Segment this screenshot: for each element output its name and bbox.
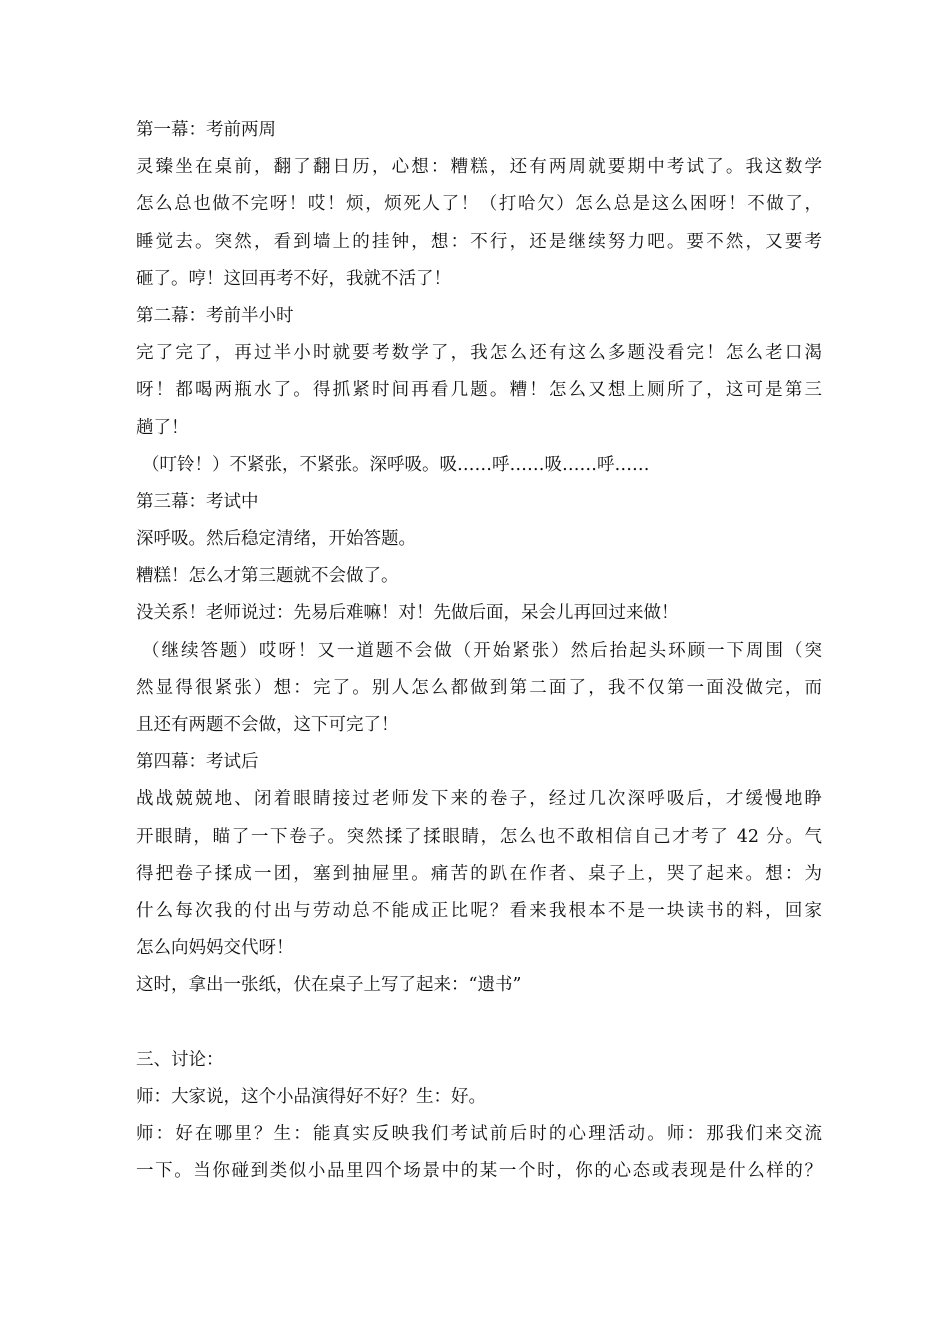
scene3-line: 糟糕！怎么才第三题就不会做了。 <box>136 566 399 587</box>
scene4-line: 什么每次我的付出与劳动总不能成正比呢？看来我根本不是一块读书的料，回家 <box>136 900 822 921</box>
scene4-line: 战战兢兢地、闭着眼睛接过老师发下来的卷子，经过几次深呼吸后，才缓慢地睁 <box>136 789 822 810</box>
scene4-line: 这时，拿出一张纸，伏在桌子上写了起来：“遗书” <box>136 975 522 996</box>
scene4-line: 开眼睛，瞄了一下卷子。突然揉了揉眼睛，怎么也不敢相信自己才考了 42 分。气 <box>136 826 822 847</box>
scene3-heading: 第三幕：考试中 <box>136 491 259 512</box>
scene2-line: （叮铃！）不紧张，不紧张。深呼吸。吸……呼……吸……呼…… <box>142 454 650 475</box>
scene2-line: 趟了！ <box>136 417 189 438</box>
scene4-line: 得把卷子揉成一团，塞到抽屉里。痛苦的趴在作者、桌子上，哭了起来。想：为 <box>136 863 822 884</box>
discussion-line: 师：好在哪里？生：能真实反映我们考试前后时的心理活动。师：那我们来交流 <box>136 1124 822 1145</box>
scene1-line: 灵臻坐在桌前，翻了翻日历，心想：糟糕，还有两周就要期中考试了。我这数学 <box>136 157 822 178</box>
scene1-line: 砸了。哼！这回再考不好，我就不活了！ <box>136 268 451 289</box>
scene1-line: 怎么总也做不完呀！哎！烦，烦死人了！（打哈欠）怎么总是这么困呀！不做了， <box>136 194 822 215</box>
scene3-line: 然显得很紧张）想：完了。别人怎么都做到第二面了，我不仅第一面没做完，而 <box>136 677 822 698</box>
discussion-line: 师：大家说，这个小品演得好不好？生：好。 <box>136 1086 486 1107</box>
document-page <box>136 112 822 1190</box>
scene3-line: 且还有两题不会做，这下可完了！ <box>136 715 399 735</box>
scene2-line: 呀！都喝两瓶水了。得抓紧时间再看几题。糟！怎么又想上厕所了，这可是第三 <box>136 380 822 401</box>
scene4-heading: 第四幕：考试后 <box>136 752 259 773</box>
scene2-line: 完了完了，再过半小时就要考数学了，我怎么还有这么多题没看完！怎么老口渴 <box>136 343 822 364</box>
scene3-line: （继续答题）哎呀！又一道题不会做（开始紧张）然后抬起头环顾一下周围（突 <box>142 640 822 661</box>
blank-line <box>136 1005 822 1042</box>
scene1-heading: 第一幕：考前两周 <box>136 120 276 140</box>
discussion-heading: 三、讨论： <box>136 1049 224 1070</box>
scene3-line: 深呼吸。然后稳定清绪，开始答题。 <box>136 529 416 550</box>
scene2-heading: 第二幕：考前半小时 <box>136 305 294 326</box>
scene3-line: 没关系！老师说过：先易后难嘛！对！先做后面，呆会儿再回过来做！ <box>136 603 679 624</box>
discussion-line: 一下。当你碰到类似小品里四个场景中的某一个时，你的心态或表现是什么样的？ <box>136 1161 822 1182</box>
scene4-line: 怎么向妈妈交代呀！ <box>136 938 294 959</box>
scene1-line: 睡觉去。突然，看到墙上的挂钟，想：不行，还是继续努力吧。要不然，又要考 <box>136 231 822 252</box>
